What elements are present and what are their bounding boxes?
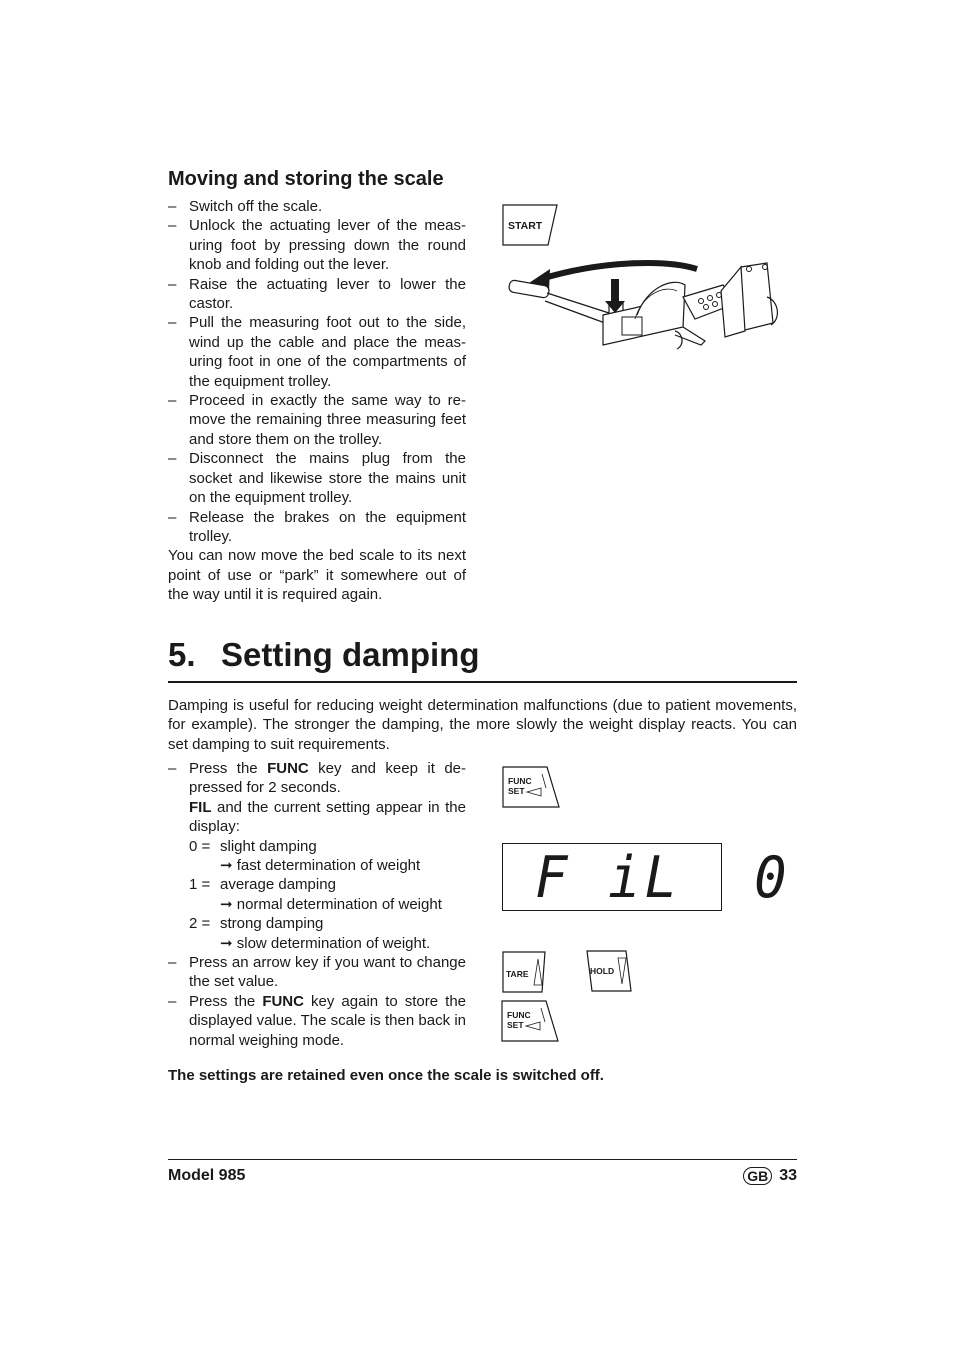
section-heading-moving: Moving and storing the scale [168,168,444,190]
setting-result-text: fast determination of weight [236,857,421,875]
damping-settings-list [189,837,466,953]
setting-key: 0 = [189,837,211,855]
step3-text-a: Press the [189,992,263,1010]
settings-retained-note: The settings are retained even once the scale is switched off. [168,1067,604,1084]
arrow-right-icon: ➞ [220,857,233,875]
fil-keyword: FIL [189,798,212,816]
footer-rule [168,1159,797,1160]
setting-result [189,934,466,953]
section-title: Setting damping [221,636,480,673]
list-item: – Unlock the actuating lever of the measuring foot by pressing down the round knob and folding out the lever. [168,216,466,274]
setting-result-text: slow determination of weight. [236,934,431,952]
arrow-right-icon: ➞ [220,934,233,952]
list-item: – Release the brakes on the equipment trolley. [168,508,466,547]
setting-label: average damping [220,876,336,894]
setting-result [189,895,466,914]
func-key-label: FUNC [507,1010,531,1020]
step1-text-a: Press the [189,760,268,777]
step1-text-c: and the current setting appear in the display: [189,798,466,836]
heading-rule [168,681,797,683]
setting-key: 1 = [189,876,211,894]
tare-key-icon [502,951,546,993]
func-set-key-icon [502,766,560,808]
set-key-label: SET [507,1020,524,1030]
setting-result [189,856,466,875]
start-key-icon [502,204,558,246]
hold-key-label: HOLD [590,966,615,976]
display-readout: F iL 0 [535,844,791,911]
list-item: – Press an arrow key if you want to change the set value. [168,953,466,992]
step3-text-b: key again to store the displayed value. The scale is then back in normal weighing mode. [189,992,467,1049]
moving-closing-paragraph: You can now move the bed scale to its next point of use or “park” it somewhere out of the way until it is required again. [168,547,466,604]
func-key-label: FUNC [508,776,532,786]
setting-label: slight damping [220,837,317,855]
damping-steps-list [168,759,466,1050]
setting-key: 2 = [189,915,211,933]
setting-row [189,914,466,933]
setting-row [189,875,466,894]
fil-display [502,843,791,911]
moving-steps-block [168,197,466,605]
footer-model: Model 985 [168,1167,246,1184]
section-number: 5. [168,636,196,673]
moving-steps-list [168,197,466,546]
list-item: – Switch off the scale. [168,197,466,216]
damping-steps-block [168,759,466,1050]
list-item: – Pull the measuring foot out to the side, wind up the cable and place the measuring foot in one of the compartments of the equipment trolley. [168,313,466,391]
setting-label: strong damping [220,915,324,933]
func-keyword: FUNC [262,992,304,1010]
footer-page-info [743,1167,797,1185]
setting-row [189,837,466,856]
step1-text-b: key and keep it depressed for 2 seconds. [189,760,467,797]
func-set-key-icon [501,1000,559,1042]
arrow-right-icon: ➞ [220,895,233,913]
tare-key-label: TARE [506,969,529,979]
damping-intro: Damping is useful for reducing weight determination malfunctions (due to patient movements, for example). The stronger the damping, the more slowly the weight display reacts. You can set damping to suit requirements. [168,697,797,753]
list-item: – Proceed in exactly the same way to remove the remaining three measuring feet and store them on the trolley. [168,391,466,449]
measuring-foot-illustration [505,257,785,357]
page-number: 33 [779,1167,797,1184]
language-badge: GB [743,1167,772,1185]
list-item [168,759,466,953]
hold-key-icon [586,950,632,992]
section-heading-damping [168,636,480,674]
set-key-label: SET [508,786,525,796]
func-keyword: FUNC [267,760,309,777]
start-key-label: START [508,220,543,232]
setting-result-text: normal determination of weight [236,895,442,913]
list-item: – Raise the actuating lever to lower the castor. [168,275,466,314]
list-item: – Disconnect the mains plug from the socket and likewise store the mains unit on the equipment trolley. [168,449,466,507]
list-item [168,992,466,1050]
